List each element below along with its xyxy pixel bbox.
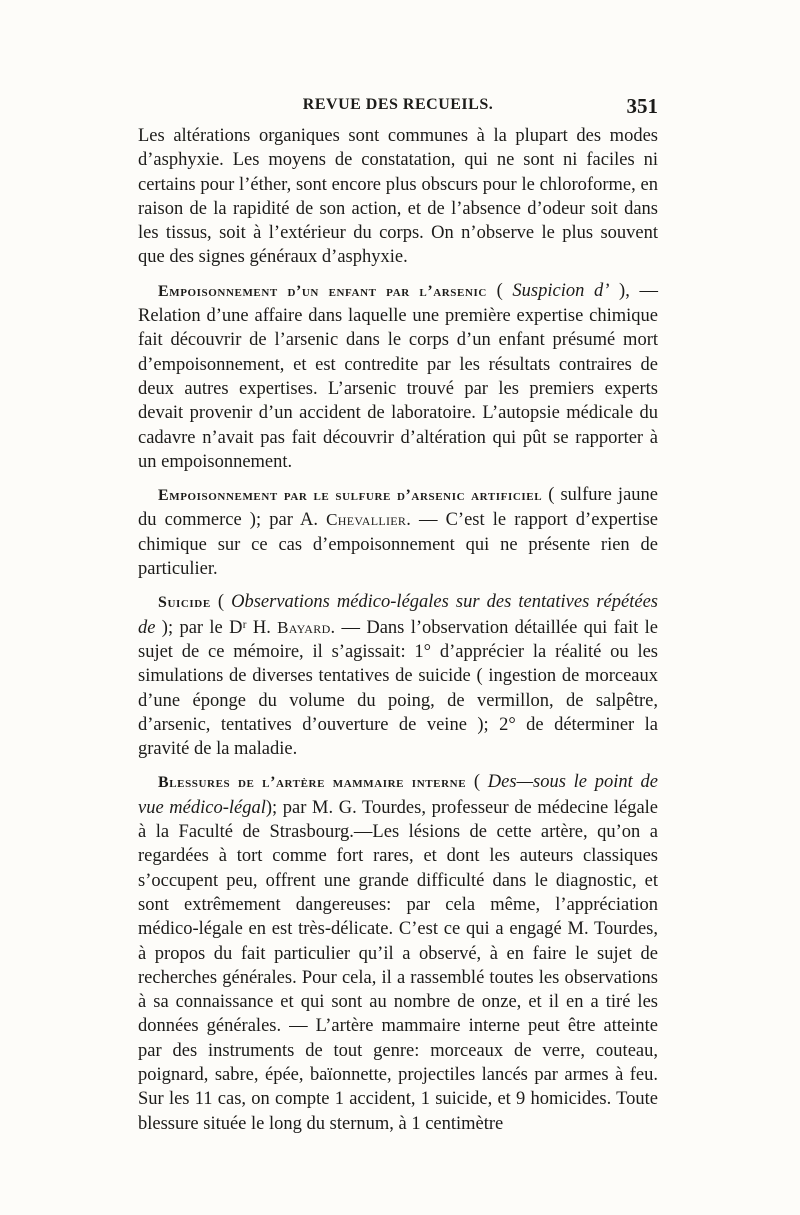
paragraph-suicide (138, 590, 658, 761)
paragraph-text: ); par le Dʳ H. (155, 617, 278, 638)
paragraph-text: ( (210, 592, 232, 613)
running-title: REVUE DES RECUEILS. (302, 96, 494, 113)
paragraph-empoisonnement-enfant (138, 279, 658, 474)
italic-text: Suspicion d’ (512, 280, 610, 301)
paragraph-text: ( (486, 280, 513, 301)
section-heading: Empoisonnement par le sulfure d’arsenic artificiel (158, 487, 543, 505)
paragraph-text: ), — Relation d’une affaire dans laquelle une première expertise chimique fait découvrir de l’arsenic dans le corps d’un enfant présumé mort d’empoisonnement, et est contredite par les résultats contraires de deux autres expertises. L’arsenic trouvé par les premiers experts devait provenir d’un accident de laboratoire. L’autopsie médicale du cadavre n’avait pas fait découvrir d’altération qui pût se rapporter à un empoisonnement. (138, 280, 658, 472)
italic-text: Des—sous le point de vue médico-légal (138, 772, 658, 818)
paragraph-text: ); par M. G. Tourdes, professeur de médecine légale à la Faculté de Strasbourg.—Les lésions de cette artère, qu’on a regardées à tort comme fort rares, et dont les auteurs classiques s’occupent peu, offrent une grande difficulté dans le diagnostic, et sont extrêmement dangereuses: par cela même, l’appréciation médico-légale en est très-délicate. C’est ce qui a engagé M. Tourdes, à propos du fait particulier qu’il a observé, à en faire le sujet de recherches générales. Pour cela, il a rassemblé toutes les observations à sa connaissance et qui sont au nombre de onze, et il en a tiré les données générales. — L’artère mammaire interne peut être atteinte par des instruments de tout genre: morceaux de verre, couteau, poignard, sabre, épée, baïonnette, projectiles lancés par armes à feu. Sur les 11 cas, on compte 1 accident, 1 suicide, et 9 homicides. Toute blessure située le long du sternum, à 1 centimètre (138, 797, 659, 1134)
page-number: 351 (626, 94, 658, 118)
paragraph-text: ( sulfure jaune du commerce ); par A. (138, 485, 658, 531)
section-heading: Blessures de l’artère mammaire interne (158, 774, 467, 792)
page-header (138, 94, 658, 120)
section-heading: Suicide (158, 594, 211, 612)
paragraph-text: ( (466, 772, 488, 793)
paragraph-asphyxie (138, 124, 658, 270)
paragraph-text: Les altérations organiques sont communes à la plupart des modes d’asphyxie. Les moyens de constatation, qui ne sont ni faciles ni certains pour l’éther, sont encore plus obscurs pour le chloroforme, en raison de la rapidité de son action, et de l’absence d’odeur soit dans les tissus, soit à l’extérieur du corps. On n’observe le plus souvent que des signes généraux d’asphyxie. (138, 126, 658, 268)
paragraph-text: . — C’est le rapport d’expertise chimique sur ce cas d’empoisonnement qui ne présente rien de particulier. (138, 510, 658, 580)
italic-text: Observations médico-légales sur des tentatives répétées de (138, 592, 658, 638)
paragraph-sulfure-arsenic (138, 483, 658, 581)
paragraph-text: . — Dans l’observation détaillée qui fait le sujet de ce mémoire, il s’agissait: 1° d’apprécier la réalité ou les simulations de diverses tentatives de suicide ( ingestion de morceaux d’une éponge du volume du poing, de vermillon, de salpêtre, d’arsenic, tentatives d’ouverture de veine ); 2° de déterminer la gravité de la maladie. (138, 617, 658, 760)
author-name: Chevallier (326, 510, 407, 530)
body-text (138, 124, 658, 1145)
author-name: Bayard (277, 617, 331, 637)
section-heading: Empoisonnement d’un enfant par l’arsenic (158, 282, 487, 300)
paragraph-artere-mammaire (138, 770, 658, 1135)
